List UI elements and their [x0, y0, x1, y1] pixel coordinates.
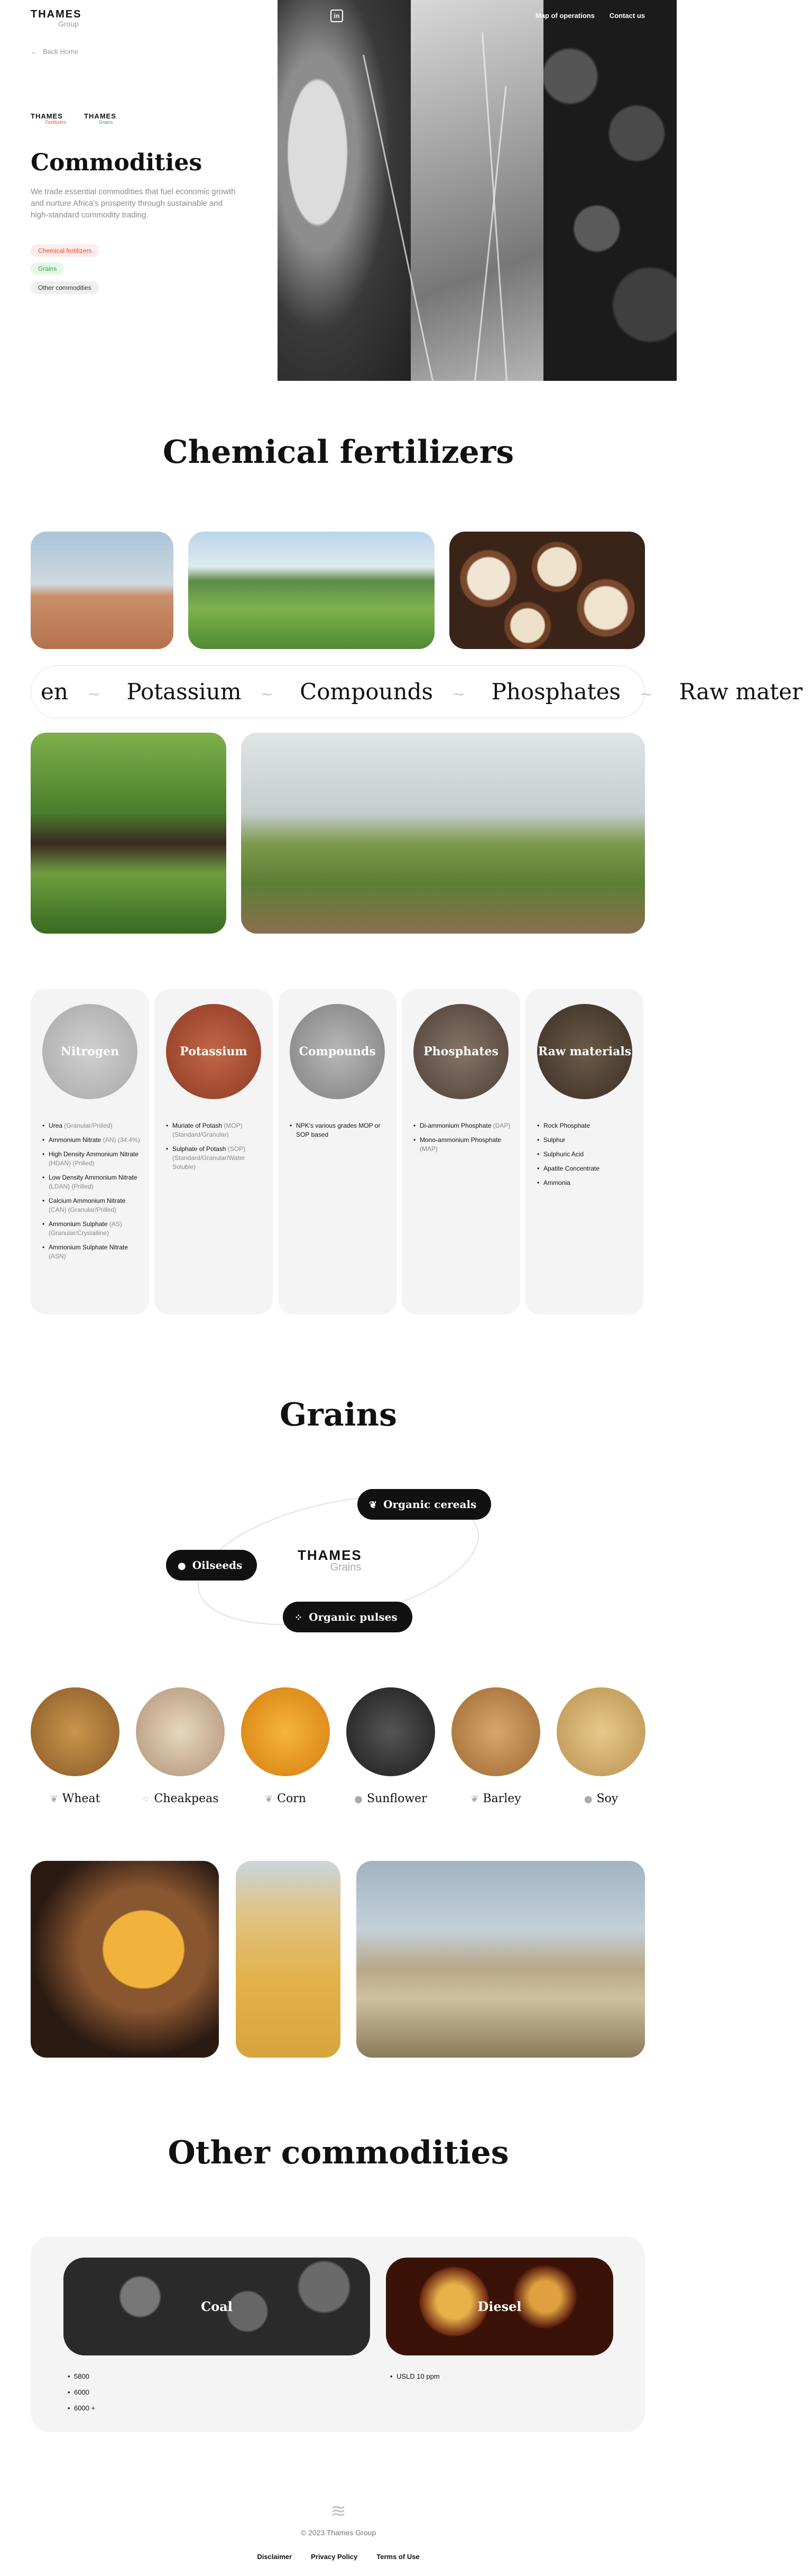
- footer-link-privacy[interactable]: Privacy Policy: [311, 2553, 358, 2561]
- arrow-left-icon: ←: [31, 48, 38, 56]
- raw-materials-list: [537, 1121, 635, 1193]
- pill-organic-cereals[interactable]: ❦ Organic cereals: [357, 1489, 491, 1520]
- pill-oilseeds[interactable]: ● Oilseeds: [166, 1550, 257, 1581]
- grains-logo[interactable]: THAMES Grains: [84, 112, 116, 125]
- card-phosphates: [402, 989, 520, 1314]
- nitrogen-list: [42, 1121, 140, 1266]
- card-nitrogen: [31, 989, 149, 1314]
- list-item: • USLD 10 ppm: [390, 2369, 440, 2385]
- list-item: • Low Density Ammonium Nitrate (LDAN) (Prilled): [42, 1173, 140, 1191]
- compounds-granules: Compounds: [290, 1004, 385, 1099]
- footer-link-terms[interactable]: Terms of Use: [376, 2553, 420, 2561]
- farmers-wheelbarrow-image: [241, 733, 645, 934]
- nitrogen-granules: Nitrogen: [42, 1004, 137, 1099]
- list-item: • Ammonium Sulphate (AS) (Granular/Crystalline): [42, 1220, 140, 1238]
- card-raw-materials: [525, 989, 644, 1314]
- wheat-icon: ❦: [50, 1794, 58, 1805]
- section-title-fertilizers: Chemical fertilizers: [162, 434, 514, 471]
- card-compounds: [278, 989, 396, 1314]
- list-item: • 5800: [68, 2369, 95, 2385]
- pulses-icon: ⁘: [142, 1794, 150, 1805]
- hands-corn-image: [31, 1861, 219, 2058]
- wheat-icon: ❦: [265, 1794, 273, 1805]
- coal-image: [543, 0, 677, 381]
- card-potassium: [154, 989, 273, 1314]
- list-item: • 6000 +: [68, 2400, 95, 2416]
- grain-label-soy: ● Soy: [584, 1792, 619, 1805]
- compounds-list: [290, 1121, 387, 1145]
- wave-icon: ~: [260, 685, 274, 704]
- coal-list: [68, 2369, 95, 2416]
- soy-image: [557, 1687, 645, 1776]
- pill-organic-pulses[interactable]: ⁘ Organic pulses: [283, 1602, 412, 1632]
- back-home-link[interactable]: ← Back Home: [31, 48, 79, 56]
- hero-image: [278, 0, 677, 381]
- fertilizer-hands-image: [278, 0, 411, 381]
- diesel-list: [390, 2369, 440, 2385]
- wheat-grain-image: [31, 1687, 119, 1776]
- list-item: • Apatite Concentrate: [537, 1164, 635, 1173]
- sunflower-seeds-image: [346, 1687, 435, 1776]
- women-carrying-image: [31, 532, 173, 649]
- seed-icon: ●: [584, 1794, 593, 1805]
- list-item: • Urea (Granular/Prilled): [42, 1121, 140, 1130]
- list-item: • Muriate of Potash (MOP) (Standard/Granular): [166, 1121, 264, 1139]
- fertilizer-marquee: en ~ Potassium ~ Compounds ~ Phosphates ~ Raw mater: [31, 665, 645, 718]
- list-item: • Sulphuric Acid: [537, 1150, 635, 1159]
- wheat-icon: ❦: [369, 1500, 377, 1511]
- wheat-icon: ❦: [470, 1794, 479, 1805]
- barley-image: [451, 1687, 540, 1776]
- raw-materials-granules: Raw materials: [537, 1004, 632, 1099]
- footer-logo-icon[interactable]: ≋: [330, 2500, 347, 2522]
- grains-center-logo: THAMES Grains: [298, 1547, 362, 1573]
- brand-logo[interactable]: THAMES Group: [31, 8, 82, 28]
- grain-label-chickpeas: ⁘ Cheakpeas: [142, 1792, 219, 1805]
- hero-description: We trade essential commodities that fuel economic growth and nurture Africa's prosperity through sustainable and high-standard commodity trading.: [31, 187, 236, 220]
- section-title-other: Other commodities: [168, 2134, 509, 2171]
- list-item: • High Density Ammonium Nitrate (HDAN) (Prilled): [42, 1150, 140, 1168]
- chip-chemical-fertilizers[interactable]: Chemical fertilizers: [31, 244, 99, 257]
- coal-card: Coal: [63, 2258, 370, 2355]
- wave-icon: ~: [87, 685, 101, 704]
- hero-left: [0, 0, 278, 381]
- list-item: • Calcium Ammonium Nitrate (CAN) (Granular/Prilled): [42, 1196, 140, 1214]
- seed-icon: ●: [178, 1560, 186, 1572]
- list-item: • NPK's various grades MOP or SOP based: [290, 1121, 387, 1139]
- footer-links: [0, 2553, 677, 2561]
- page-title: Commodities: [31, 149, 202, 176]
- phosphates-granules: Phosphates: [413, 1004, 509, 1099]
- wave-icon: ~: [639, 685, 653, 704]
- grain-silos-image: [356, 1861, 645, 2058]
- seed-icon: ●: [354, 1794, 363, 1805]
- grain-label-barley: ❦ Barley: [470, 1792, 521, 1805]
- wheat-image: [411, 0, 544, 381]
- section-title-grains: Grains: [280, 1396, 397, 1433]
- linkedin-icon[interactable]: in: [330, 10, 343, 22]
- nav-contact-us[interactable]: Contact us: [609, 12, 645, 20]
- cassava-image: [449, 532, 645, 649]
- nav-map-of-operations[interactable]: Map of operations: [535, 12, 595, 20]
- top-nav: [536, 12, 645, 20]
- list-item: • Ammonium Sulphate Nitrate (ASN): [42, 1243, 140, 1261]
- chip-other-commodities[interactable]: Other commodities: [31, 281, 99, 294]
- other-commodities-panel: [31, 2236, 645, 2432]
- diesel-card: Diesel: [386, 2258, 613, 2355]
- footer-link-disclaimer[interactable]: Disclaimer: [257, 2553, 292, 2561]
- list-item: • Rock Phosphate: [537, 1121, 635, 1130]
- grain-drying-image: [236, 1861, 340, 2058]
- phosphates-list: [413, 1121, 511, 1159]
- potassium-granules: Potassium: [166, 1004, 261, 1099]
- green-fields-image: [188, 532, 435, 649]
- list-item: • Sulphate of Potash (SOP) (Standard/Granular/Water Soluble): [166, 1145, 264, 1172]
- list-item: • Ammonia: [537, 1179, 635, 1187]
- potassium-list: [166, 1121, 264, 1177]
- woman-planting-image: [31, 733, 226, 934]
- list-item: • Sulphur: [537, 1136, 635, 1145]
- grain-label-corn: ❦ Corn: [265, 1792, 306, 1805]
- fertilizers-logo[interactable]: THAMES Fertilizers: [31, 112, 67, 125]
- pulses-icon: ⁘: [294, 1612, 303, 1623]
- copyright: © 2023 Thames Group: [300, 2528, 376, 2537]
- chickpeas-image: [136, 1687, 225, 1776]
- list-item: • Di-ammonium Phosphate (DAP): [413, 1121, 511, 1130]
- list-item: • Mono-ammonium Phosphate (MAP): [413, 1136, 511, 1154]
- list-item: • Ammonium Nitrate (AN) (34.4%): [42, 1136, 140, 1145]
- chip-grains[interactable]: Grains: [31, 262, 64, 275]
- wave-icon: ~: [452, 685, 466, 704]
- list-item: • 6000: [68, 2385, 95, 2400]
- sub-brand-logos: [31, 112, 116, 125]
- corn-image: [241, 1687, 330, 1776]
- grain-label-sunflower: ● Sunflower: [354, 1792, 427, 1805]
- grain-label-wheat: ❦ Wheat: [50, 1792, 100, 1805]
